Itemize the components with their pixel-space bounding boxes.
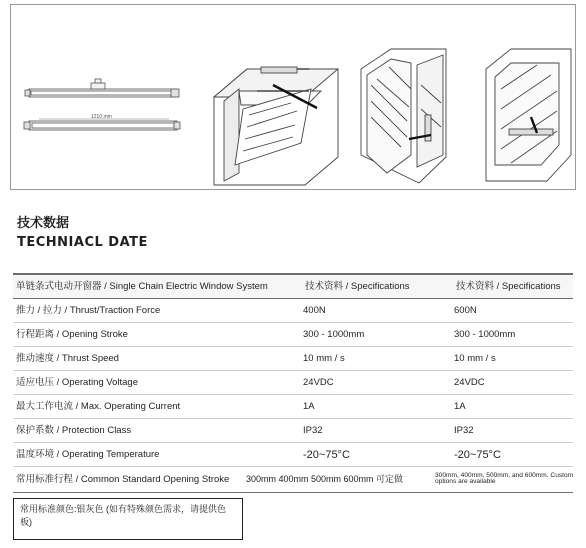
product-illustration-panel <box>10 4 576 190</box>
row-value-2: IP32 <box>454 424 474 436</box>
table-row <box>13 443 573 467</box>
actuator-side-view <box>25 79 179 97</box>
table-row <box>13 299 573 323</box>
row-value-2: 600N <box>454 304 477 316</box>
actuator-dimension-view <box>24 114 180 130</box>
row-value-1: 1A <box>303 400 315 412</box>
table-row <box>13 395 573 419</box>
table-row <box>13 419 573 443</box>
row-label: 行程距离 / Opening Stroke <box>16 328 128 340</box>
row-value-2: 300mm, 400mm, 500mm, and 600mm. Custom options are available <box>435 471 574 486</box>
row-value-2: -20~75°C <box>454 448 501 461</box>
row-value-1: 300mm 400mm 500mm 600mm 可定做 <box>246 473 404 484</box>
header-spec-2: 技术资料 / Specifications <box>456 280 561 292</box>
table-header-row <box>13 273 573 299</box>
row-label: 最大工作电流 / Max. Operating Current <box>16 400 181 412</box>
section-title-chinese: 技术数据 <box>17 216 70 231</box>
row-label: 温度环境 / Operating Temperature <box>16 448 160 460</box>
row-value-1: -20~75°C <box>303 448 350 461</box>
row-value-1: 24VDC <box>303 376 334 388</box>
table-row <box>13 371 573 395</box>
row-value-2: 300 - 1000mm <box>454 328 516 340</box>
color-note-box: 常用标准颜色:银灰色 (如有特殊颜色需求，请提供色板) <box>13 498 243 540</box>
window-bottom-hung-illustration <box>486 49 571 181</box>
row-value-1: 400N <box>303 304 326 316</box>
dimension-label: 1210 mm <box>91 114 112 120</box>
row-label: 推动速度 / Thrust Speed <box>16 352 119 364</box>
spec-table <box>13 273 573 493</box>
section-title-english: TECHNIACL DATE <box>17 235 148 250</box>
row-value-2: 24VDC <box>454 376 485 388</box>
row-value-1: 300 - 1000mm <box>303 328 365 340</box>
row-value-2: 10 mm / s <box>454 352 496 364</box>
row-label: 保护系数 / Protection Class <box>16 424 132 436</box>
product-drawings <box>11 5 577 191</box>
row-label: 常用标准行程 / Common Standard Opening Stroke <box>16 473 230 485</box>
window-side-hung-illustration <box>361 49 446 183</box>
row-value-1: IP32 <box>303 424 323 436</box>
row-value-2: 1A <box>454 400 466 412</box>
table-row <box>13 347 573 371</box>
row-label: 推力 / 拉力 / Thrust/Traction Force <box>16 304 161 316</box>
header-product: 单链条式电动开窗器 / Single Chain Electric Window System <box>16 280 268 292</box>
header-spec-1: 技术资料 / Specifications <box>305 280 410 292</box>
row-value-1: 10 mm / s <box>303 352 345 364</box>
window-top-hung-illustration <box>214 67 338 185</box>
row-label: 适应电压 / Operating Voltage <box>16 376 138 388</box>
table-row-stroke <box>13 467 573 493</box>
table-row <box>13 323 573 347</box>
